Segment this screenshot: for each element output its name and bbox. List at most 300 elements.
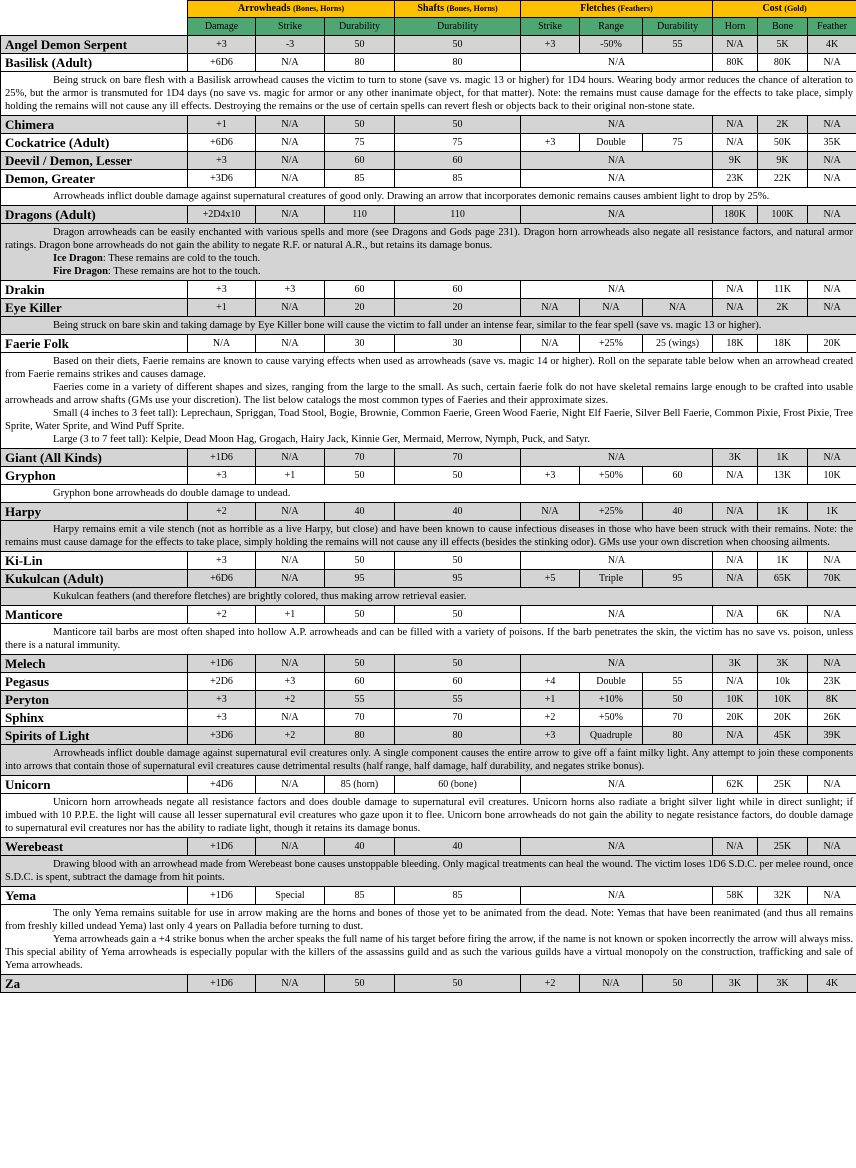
value-cell: +2 — [256, 727, 325, 745]
description-row — [1, 224, 856, 281]
value-cell: 50 — [395, 116, 521, 134]
description-text: Harpy remains emit a vile stench (not as horrible as a live Harpy, but close) and have been known to cause infectious diseases in those who have been struck with their remains. Note: the remains must cause damage for the effects to take place, simply holding the remains will not cause any ill effects (besides the stinking odor). GMs use your own discretion when choosing ailments. — [5, 524, 854, 548]
group-paren: (Bones, Horns) — [446, 4, 498, 13]
description-paragraph — [5, 796, 853, 835]
description-cell — [1, 856, 856, 887]
description-cell — [1, 794, 856, 838]
creature-row — [1, 467, 856, 485]
value-cell: 95 — [325, 570, 395, 588]
description-row — [1, 485, 856, 503]
creature-name: Demon, Greater — [1, 170, 188, 188]
group-label: Fletches — [580, 3, 616, 14]
value-cell: N/A — [256, 335, 325, 353]
description-row — [1, 72, 856, 116]
description-cell — [1, 588, 856, 606]
description-text: Being struck on bare flesh with a Basilisk arrowhead causes the victim to turn to stone (save vs. magic 13 or higher) for 1D4 hours. Wearing body armor reduces the chance of alteration to 25%, but the armor is transmuted for 1D4 days (no save vs. magic for armor or any other inanimate object, for that matter). Note: the remains must cause damage for the effects to take place, simply holding the remains will not cause any ill effects. Destroying the remains or the use of certain spells can revert flesh or objects back to their original non-stone state. — [5, 75, 854, 112]
value-cell: 50 — [325, 975, 395, 993]
value-cell: N/A — [256, 838, 325, 856]
value-cell: N/A — [713, 299, 758, 317]
description-paragraph — [5, 523, 853, 549]
creature-row — [1, 299, 856, 317]
header-group-fletches — [521, 1, 713, 18]
value-cell: 10k — [758, 673, 808, 691]
value-cell: 50 — [395, 467, 521, 485]
description-row — [1, 188, 856, 206]
creature-row — [1, 36, 856, 54]
value-cell: 80 — [395, 727, 521, 745]
value-cell: 70 — [395, 449, 521, 467]
value-cell: 25K — [758, 838, 808, 856]
value-cell: 3K — [713, 975, 758, 993]
value-cell: +3 — [188, 709, 256, 727]
value-cell: +50% — [580, 467, 643, 485]
fletch-merged-cell: N/A — [521, 776, 713, 794]
value-cell: 18K — [758, 335, 808, 353]
value-cell: 3K — [713, 655, 758, 673]
description-paragraph — [5, 74, 853, 113]
description-paragraph — [5, 265, 853, 278]
value-cell: +1 — [521, 691, 580, 709]
description-text: Dragon arrowheads can be easily enchanted with various spells and more (see Dragons and Gods page 231). Dragon horn arrowheads also negate all resistance factors, and natural armor ratings. Dragon bone arrowheads do not gain the ability to negate R.F. or natural A.R., but retains its damage bonus. — [5, 227, 854, 251]
value-cell: N/A — [256, 449, 325, 467]
value-cell: 35K — [808, 134, 856, 152]
description-cell — [1, 624, 856, 655]
value-cell: +6D6 — [188, 570, 256, 588]
value-cell: N/A — [713, 838, 758, 856]
description-text: Arrowheads inflict double damage against supernatural evil creatures only. A single component causes the entire arrow to give off a faint milky light. Any attempt to join these components into arrows that contain those of supernatural evil creatures cause detrimental results (half range, half damage, half durability, and negates strike bonus). — [5, 748, 854, 772]
description-row — [1, 745, 856, 776]
value-cell: 60 (bone) — [395, 776, 521, 794]
value-cell: N/A — [580, 299, 643, 317]
value-cell: N/A — [643, 299, 713, 317]
description-cell — [1, 905, 856, 975]
creature-row — [1, 655, 856, 673]
group-paren: (Gold) — [784, 4, 807, 13]
value-cell: 95 — [643, 570, 713, 588]
value-cell: 40 — [325, 838, 395, 856]
description-cell — [1, 353, 856, 449]
value-cell: N/A — [713, 281, 758, 299]
creature-name: Deevil / Demon, Lesser — [1, 152, 188, 170]
value-cell: 80 — [643, 727, 713, 745]
value-cell: +50% — [580, 709, 643, 727]
header-group-cost — [713, 1, 856, 18]
creature-name: Basilisk (Adult) — [1, 54, 188, 72]
description-paragraph — [5, 381, 853, 407]
description-paragraph — [5, 907, 853, 933]
value-cell: N/A — [713, 503, 758, 521]
value-cell: 9K — [713, 152, 758, 170]
description-text: Unicorn horn arrowheads negate all resistance factors and does double damage to supernatural evil creatures. Unicorn horns also radiate a bright silver light while in direct sunlight; if imbued with 10 P.P.E. the light will cause all lesser supernatural evil creatures who gaze upon it to flee. Unicorn bone arrowheads do not gain the ability to negate resistance factors, do double damage to supernatural evil creatures nor has the ability to radiate light, though it retains its damage bonus. — [5, 797, 854, 834]
column-header: Durability — [643, 18, 713, 36]
creature-row — [1, 335, 856, 353]
column-header: Feather — [808, 18, 856, 36]
header-corner-2 — [1, 18, 188, 36]
value-cell: 50 — [395, 655, 521, 673]
value-cell: +2D4x10 — [188, 206, 256, 224]
value-cell: +25% — [580, 503, 643, 521]
value-cell: +2 — [188, 606, 256, 624]
value-cell: N/A — [256, 206, 325, 224]
value-cell: +2 — [521, 709, 580, 727]
value-cell: 2K — [758, 299, 808, 317]
creature-name: Spirits of Light — [1, 727, 188, 745]
value-cell: +10% — [580, 691, 643, 709]
value-cell: 40 — [395, 838, 521, 856]
group-label: Arrowheads — [237, 3, 291, 14]
header-corner — [1, 1, 188, 18]
value-cell: 55 — [395, 691, 521, 709]
creature-row — [1, 54, 856, 72]
creature-name: Chimera — [1, 116, 188, 134]
value-cell: 50 — [395, 606, 521, 624]
value-cell: 85 — [325, 887, 395, 905]
value-cell: 95 — [395, 570, 521, 588]
value-cell: 50 — [325, 116, 395, 134]
description-text: Gryphon bone arrowheads do double damage to undead. — [53, 488, 291, 499]
value-cell: 26K — [808, 709, 856, 727]
value-cell: 1K — [808, 503, 856, 521]
value-cell: 18K — [713, 335, 758, 353]
value-cell: +3 — [188, 467, 256, 485]
description-text: Faeries come in a variety of different shapes and sizes, ranging from the large to the small. As such, certain faerie folk do not have skeletal remains large enough to be crafted into usable arrowheads and arrow shafts (GMs use your discretion). The list below catalogs the most common types of Faeries and their approximate sizes. — [5, 382, 854, 406]
description-row — [1, 317, 856, 335]
value-cell: 65K — [758, 570, 808, 588]
value-cell: N/A — [808, 116, 856, 134]
creature-row — [1, 552, 856, 570]
description-row — [1, 856, 856, 887]
creature-row — [1, 206, 856, 224]
creature-name: Yema — [1, 887, 188, 905]
description-paragraph — [5, 747, 853, 773]
value-cell: N/A — [521, 335, 580, 353]
column-header: Damage — [188, 18, 256, 36]
value-cell: 22K — [758, 170, 808, 188]
creature-row — [1, 503, 856, 521]
creature-name: Kukulcan (Adult) — [1, 570, 188, 588]
value-cell: 20 — [325, 299, 395, 317]
value-cell: N/A — [808, 299, 856, 317]
value-cell: 50 — [643, 691, 713, 709]
value-cell: +3 — [188, 691, 256, 709]
value-cell: 40 — [395, 503, 521, 521]
value-cell: 50 — [395, 975, 521, 993]
creature-row — [1, 673, 856, 691]
creature-name: Harpy — [1, 503, 188, 521]
creature-row — [1, 709, 856, 727]
value-cell: Quadruple — [580, 727, 643, 745]
value-cell: +3 — [521, 36, 580, 54]
creature-row — [1, 152, 856, 170]
value-cell: 70K — [808, 570, 856, 588]
value-cell: +3 — [188, 552, 256, 570]
description-row — [1, 624, 856, 655]
value-cell: Double — [580, 673, 643, 691]
value-cell: N/A — [256, 570, 325, 588]
fletch-merged-cell: N/A — [521, 655, 713, 673]
value-cell: 85 — [325, 170, 395, 188]
creature-name: Angel Demon Serpent — [1, 36, 188, 54]
value-cell: 80K — [713, 54, 758, 72]
value-cell: N/A — [256, 709, 325, 727]
value-cell: N/A — [256, 134, 325, 152]
value-cell: 20 — [395, 299, 521, 317]
value-cell: 1K — [758, 503, 808, 521]
value-cell: 30 — [395, 335, 521, 353]
value-cell: 110 — [325, 206, 395, 224]
header-group-shafts — [395, 1, 521, 18]
value-cell: N/A — [808, 170, 856, 188]
value-cell: +5 — [521, 570, 580, 588]
value-cell: N/A — [808, 552, 856, 570]
column-header: Strike — [256, 18, 325, 36]
value-cell: 62K — [713, 776, 758, 794]
value-cell: 55 — [643, 673, 713, 691]
value-cell: N/A — [808, 281, 856, 299]
creature-row — [1, 727, 856, 745]
value-cell: N/A — [808, 449, 856, 467]
value-cell: N/A — [808, 152, 856, 170]
value-cell: 3K — [713, 449, 758, 467]
value-cell: N/A — [521, 503, 580, 521]
value-cell: 13K — [758, 467, 808, 485]
value-cell: N/A — [713, 727, 758, 745]
fletch-merged-cell: N/A — [521, 838, 713, 856]
description-text: Manticore tail barbs are most often shaped into hollow A.P. arrowheads and can be filled with a variety of poisons. If the barb penetrates the skin, the victim has no save vs. poison, unless there is a natural immunity. — [5, 627, 854, 651]
value-cell: 25 (wings) — [643, 335, 713, 353]
value-cell: N/A — [713, 552, 758, 570]
value-cell: N/A — [808, 655, 856, 673]
value-cell: +1 — [188, 299, 256, 317]
value-cell: 50K — [758, 134, 808, 152]
value-cell: 45K — [758, 727, 808, 745]
value-cell: +1 — [256, 467, 325, 485]
value-cell: +4D6 — [188, 776, 256, 794]
value-cell: 3K — [758, 655, 808, 673]
value-cell: +3 — [521, 134, 580, 152]
value-cell: 4K — [808, 975, 856, 993]
value-cell: +1D6 — [188, 838, 256, 856]
value-cell: 5K — [758, 36, 808, 54]
description-row — [1, 353, 856, 449]
value-cell: 55 — [643, 36, 713, 54]
column-header: Durability — [395, 18, 521, 36]
column-header: Durability — [325, 18, 395, 36]
value-cell: 4K — [808, 36, 856, 54]
value-cell: +6D6 — [188, 54, 256, 72]
creature-row — [1, 170, 856, 188]
description-text: Kukulcan feathers (and therefore fletches) are brightly colored, thus making arrow retrieval easier. — [53, 591, 467, 602]
description-text: : These remains are hot to the touch. — [107, 266, 261, 277]
value-cell: N/A — [808, 606, 856, 624]
value-cell: N/A — [188, 335, 256, 353]
fletch-merged-cell: N/A — [521, 152, 713, 170]
value-cell: N/A — [713, 570, 758, 588]
header-column-row — [1, 18, 856, 36]
description-paragraph — [5, 933, 853, 972]
value-cell: 30 — [325, 335, 395, 353]
fletch-merged-cell: N/A — [521, 606, 713, 624]
description-paragraph — [5, 319, 853, 332]
fletch-merged-cell: N/A — [521, 170, 713, 188]
value-cell: Special — [256, 887, 325, 905]
value-cell: +2 — [256, 691, 325, 709]
value-cell: 25K — [758, 776, 808, 794]
value-cell: 23K — [713, 170, 758, 188]
value-cell: 75 — [325, 134, 395, 152]
column-header: Strike — [521, 18, 580, 36]
header-group-row — [1, 1, 856, 18]
value-cell: 2K — [758, 116, 808, 134]
creature-name: Gryphon — [1, 467, 188, 485]
value-cell: N/A — [256, 299, 325, 317]
value-cell: N/A — [256, 552, 325, 570]
creature-row — [1, 281, 856, 299]
creature-row — [1, 570, 856, 588]
value-cell: 40 — [325, 503, 395, 521]
value-cell: +1D6 — [188, 887, 256, 905]
creature-row — [1, 134, 856, 152]
value-cell: 100K — [758, 206, 808, 224]
description-paragraph — [5, 226, 853, 252]
description-paragraph — [5, 590, 853, 603]
value-cell: N/A — [808, 54, 856, 72]
value-cell: 1K — [758, 552, 808, 570]
creature-name: Peryton — [1, 691, 188, 709]
fletch-merged-cell: N/A — [521, 552, 713, 570]
value-cell: +3D6 — [188, 727, 256, 745]
creature-name: Za — [1, 975, 188, 993]
value-cell: N/A — [521, 299, 580, 317]
value-cell: N/A — [713, 467, 758, 485]
creature-name: Cockatrice (Adult) — [1, 134, 188, 152]
value-cell: +2D6 — [188, 673, 256, 691]
creature-name: Unicorn — [1, 776, 188, 794]
value-cell: 60 — [325, 281, 395, 299]
value-cell: 70 — [325, 449, 395, 467]
value-cell: 50 — [325, 467, 395, 485]
value-cell: 80 — [325, 54, 395, 72]
value-cell: 60 — [395, 152, 521, 170]
description-paragraph — [5, 433, 853, 446]
description-text: Large (3 to 7 feet tall): Kelpie, Dead Moon Hag, Grogach, Hairy Jack, Kinnie Ger, Mermaid, Merrow, Nymph, Puck, and Satyr. — [53, 434, 590, 445]
creature-name: Ki-Lin — [1, 552, 188, 570]
description-row — [1, 794, 856, 838]
fletch-merged-cell: N/A — [521, 887, 713, 905]
value-cell: Double — [580, 134, 643, 152]
value-cell: 50 — [325, 606, 395, 624]
description-row — [1, 588, 856, 606]
description-cell — [1, 188, 856, 206]
value-cell: +4 — [521, 673, 580, 691]
value-cell: 55 — [325, 691, 395, 709]
description-paragraph — [5, 252, 853, 265]
value-cell: 60 — [395, 673, 521, 691]
value-cell: +1 — [188, 116, 256, 134]
creature-row — [1, 691, 856, 709]
value-cell: N/A — [713, 36, 758, 54]
creature-name: Dragons (Adult) — [1, 206, 188, 224]
value-cell: +3D6 — [188, 170, 256, 188]
creature-name: Eye Killer — [1, 299, 188, 317]
creature-row — [1, 975, 856, 993]
value-cell: +3 — [521, 467, 580, 485]
value-cell: N/A — [580, 975, 643, 993]
value-cell: 70 — [395, 709, 521, 727]
description-text: The only Yema remains suitable for use in arrow making are the horns and bones of those yet to be animated from the dead. Note: Yemas that have been reanimated (and thus all remains from freshly killed undead Yema) last only 4 years on Palladia before turning to dust. — [5, 908, 854, 932]
description-paragraph — [5, 355, 853, 381]
value-cell: +1D6 — [188, 449, 256, 467]
description-cell — [1, 745, 856, 776]
description-paragraph — [5, 487, 853, 500]
value-cell: 50 — [325, 36, 395, 54]
value-cell: 1K — [758, 449, 808, 467]
value-cell: 75 — [643, 134, 713, 152]
creature-row — [1, 606, 856, 624]
value-cell: 85 (horn) — [325, 776, 395, 794]
description-term: Fire Dragon — [53, 266, 108, 277]
value-cell: 3K — [758, 975, 808, 993]
value-cell: N/A — [713, 606, 758, 624]
value-cell: +25% — [580, 335, 643, 353]
description-text: Yema arrowheads gain a +4 strike bonus when the archer speaks the full name of his target before firing the arrow, if the name is not known or spoken incorrectly the arrow will always miss. This special ability of Yema arrowheads is especially popular with the killers of the assassins guild and as such the various guilds have a virtual monopoly on the construction, trafficking and sale of Yema arrowheads. — [5, 934, 854, 971]
description-term: Ice Dragon — [53, 253, 103, 264]
creature-row — [1, 838, 856, 856]
fletch-merged-cell: N/A — [521, 206, 713, 224]
value-cell: 20K — [713, 709, 758, 727]
value-cell: N/A — [256, 54, 325, 72]
value-cell: 10K — [758, 691, 808, 709]
value-cell: 60 — [325, 673, 395, 691]
value-cell: 60 — [325, 152, 395, 170]
group-label: Shafts — [417, 3, 445, 14]
description-paragraph — [5, 858, 853, 884]
header-group-arrowheads — [188, 1, 395, 18]
value-cell: +1 — [256, 606, 325, 624]
column-header: Bone — [758, 18, 808, 36]
value-cell: +3 — [188, 281, 256, 299]
value-cell: 10K — [808, 467, 856, 485]
fletch-merged-cell: N/A — [521, 449, 713, 467]
value-cell: +2 — [521, 975, 580, 993]
description-cell — [1, 521, 856, 552]
value-cell: -3 — [256, 36, 325, 54]
description-cell — [1, 485, 856, 503]
column-header: Range — [580, 18, 643, 36]
value-cell: 50 — [643, 975, 713, 993]
value-cell: +6D6 — [188, 134, 256, 152]
value-cell: 23K — [808, 673, 856, 691]
description-cell — [1, 224, 856, 281]
value-cell: +1D6 — [188, 975, 256, 993]
fletch-merged-cell: N/A — [521, 54, 713, 72]
value-cell: N/A — [808, 838, 856, 856]
value-cell: 50 — [325, 552, 395, 570]
description-paragraph — [5, 407, 853, 433]
description-text: Being struck on bare skin and taking damage by Eye Killer bone will cause the victim to fall under an intense fear, similar to the fear spell (save vs. magic 13 or higher). — [53, 320, 762, 331]
value-cell: +3 — [521, 727, 580, 745]
value-cell: N/A — [713, 134, 758, 152]
description-row — [1, 521, 856, 552]
creature-name: Pegasus — [1, 673, 188, 691]
value-cell: +3 — [256, 673, 325, 691]
value-cell: 32K — [758, 887, 808, 905]
description-cell — [1, 72, 856, 116]
creature-row — [1, 776, 856, 794]
value-cell: 9K — [758, 152, 808, 170]
value-cell: N/A — [256, 655, 325, 673]
description-paragraph — [5, 190, 853, 203]
